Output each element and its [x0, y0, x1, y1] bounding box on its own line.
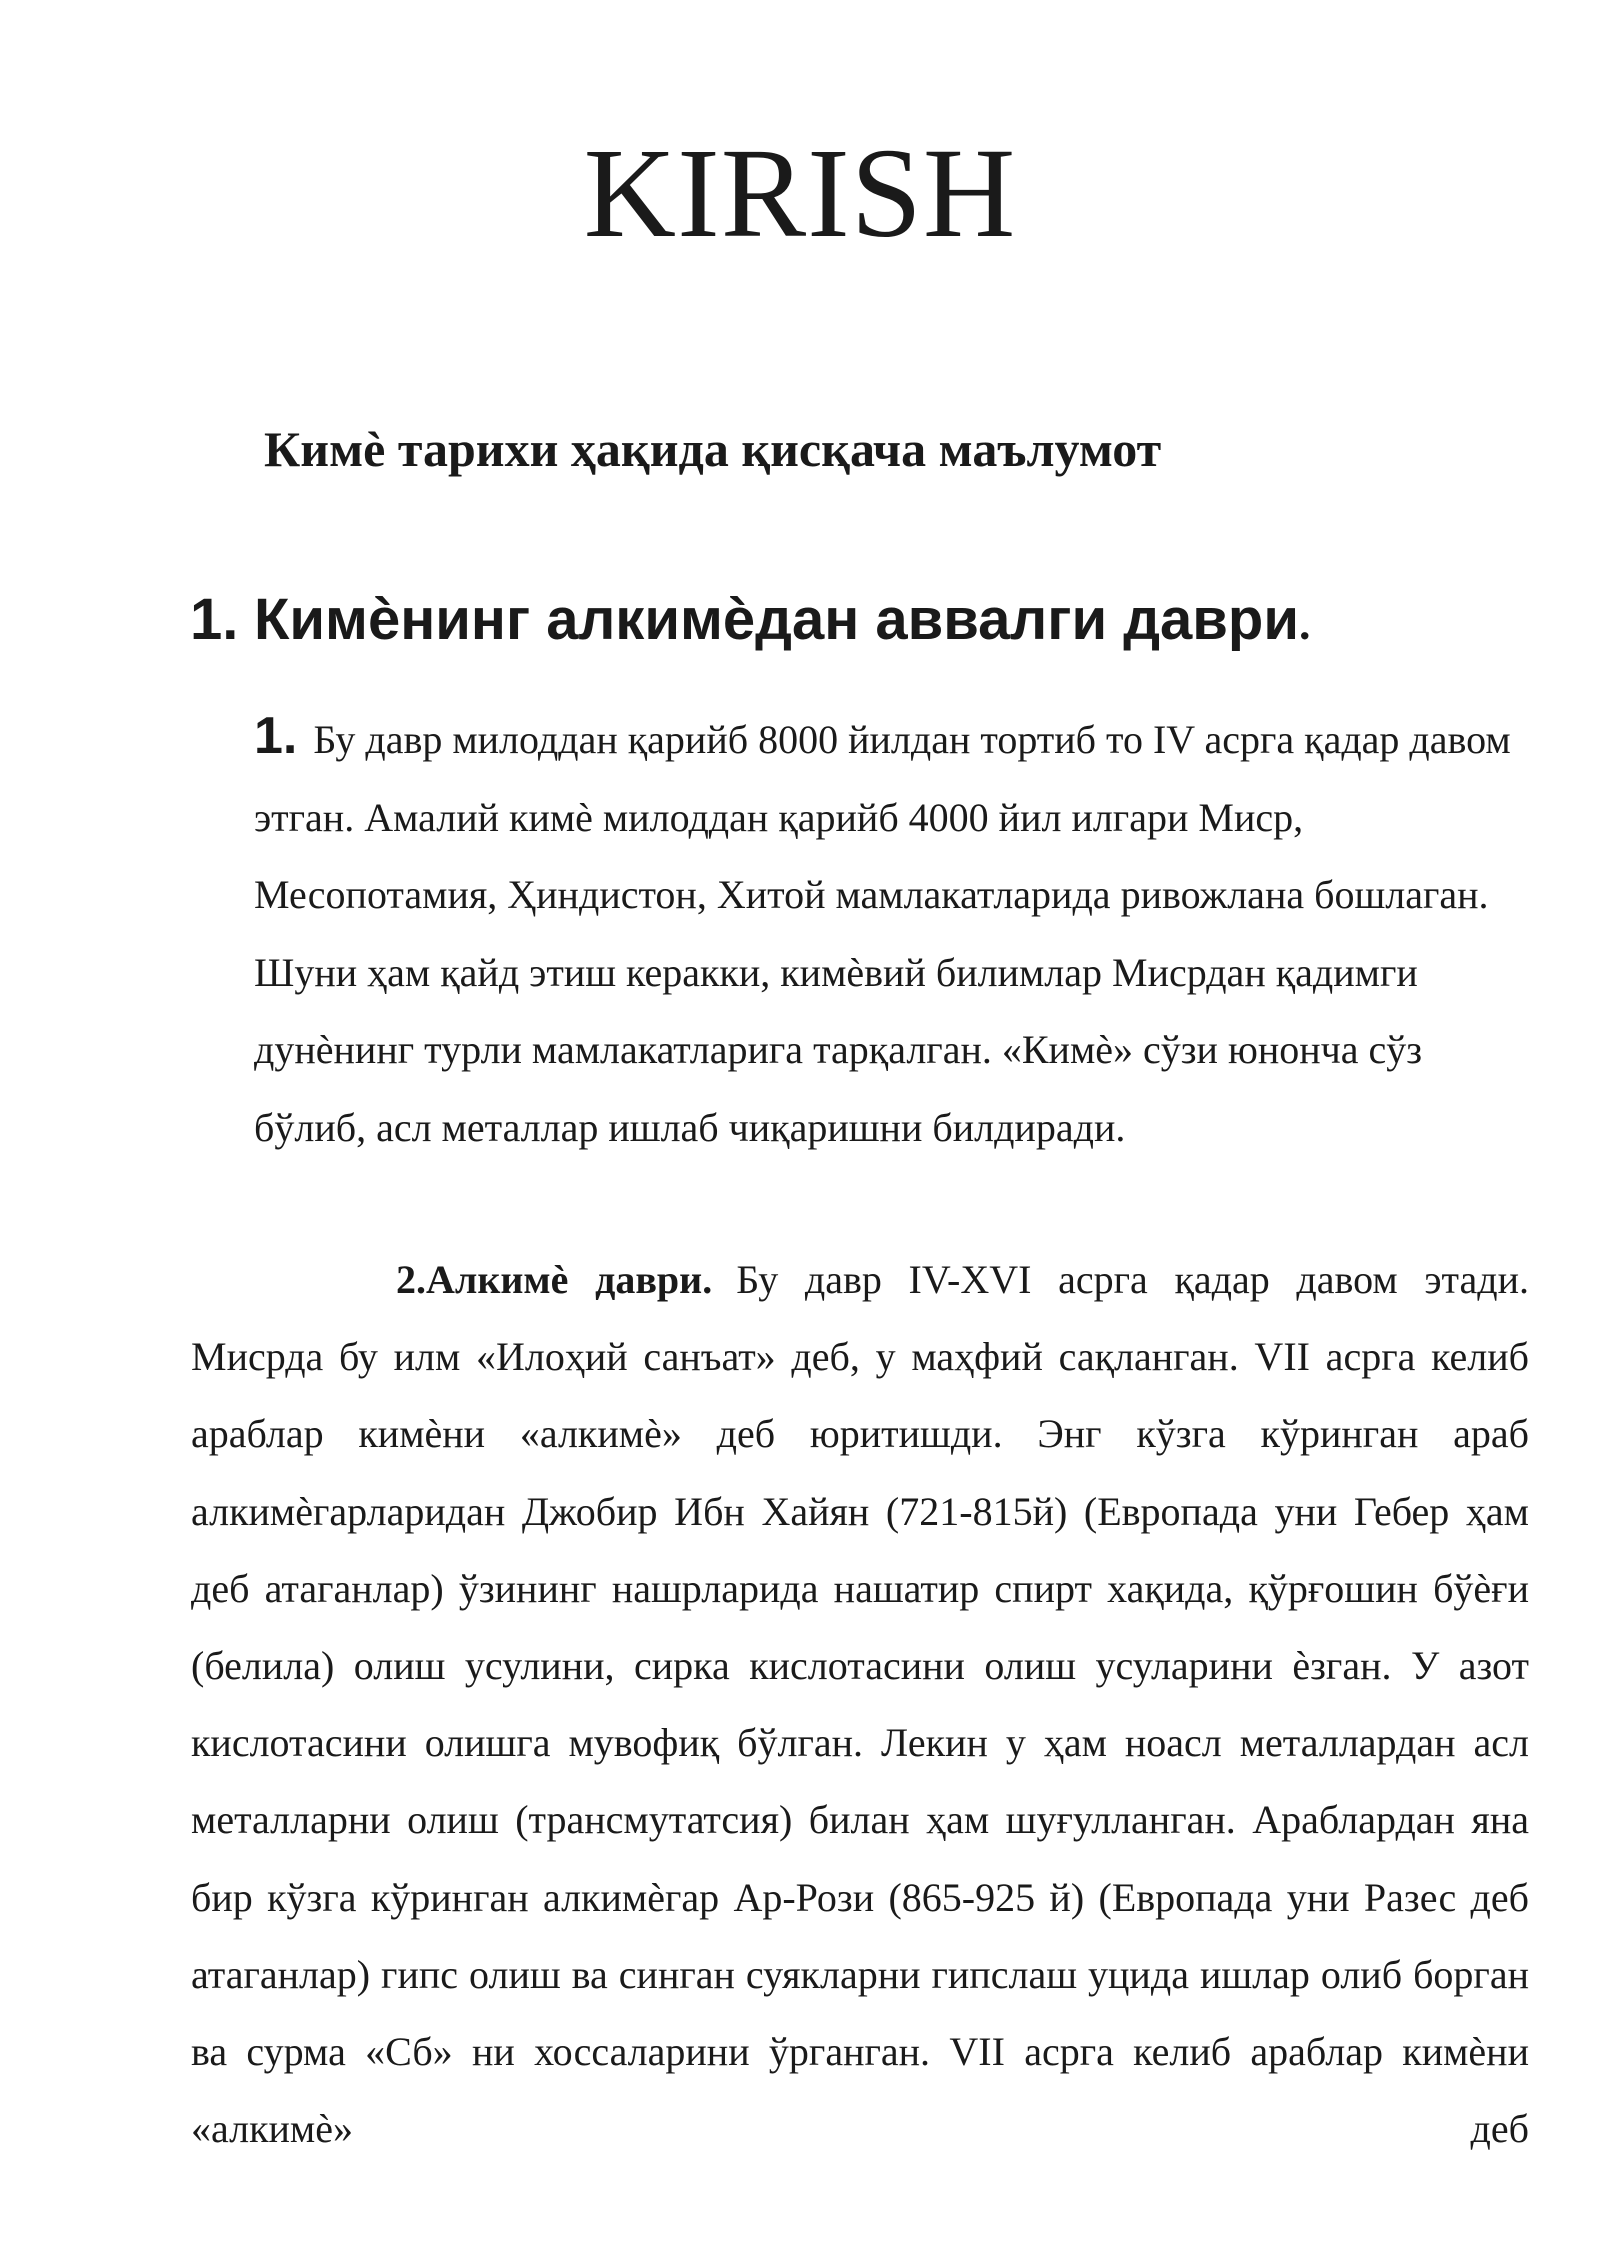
section-1-heading-text: Кимѐнинг алкимѐдан аввалги даври: [254, 587, 1300, 652]
paragraph-1: [254, 698, 1544, 1166]
section-subtitle: Кимѐ тарихи ҳақида қисқача маълумот: [264, 421, 1162, 477]
section-1-heading-period: .: [1299, 598, 1311, 649]
paragraph-2-heading: 2.Алкимѐ даври.: [396, 1257, 713, 1302]
section-1-number: 1.: [190, 587, 239, 652]
paragraph-1-text: Бу давр милоддан қарийб 8000 йилдан тортиб то IV асрга қадар давом этган. Амалий кимѐ милоддан қарийб 4000 йил илгари Миср, Месопотамия, Ҳиндистон, Хитой мамлакатларида ривожлана бошлаган. Шуни ҳам қайд этиш керакки, кимѐвий билимлар Мисрдан қадимги дунѐнинг турли мамлакатларига тарқалган. «Кимѐ» сўзи юнонча сўз бўлиб, асл металлар ишлаб чиқаришни билдиради.: [254, 717, 1511, 1150]
paragraph-2: [191, 1241, 1529, 2167]
paragraph-2-text: Бу давр IV-XVI асрга қадар давом этади. Мисрда бу илм «Илоҳий санъат» деб, у маҳфий сақланган. VII асрга келиб араблар кимѐни «алкимѐ» деб юритишди. Энг кўзга кўринган араб алкимѐгарларидан Джобир Ибн Хайян (721-815й) (Европада уни Гебер ҳам деб атаганлар) ўзининг нашрларида нашатир спирт хақида, қўрғошин бўѐғи (белила) олиш усулини, сирка кислотасини олиш усуларини ѐзган. У азот кислотасини олишга мувофиқ бўлган. Лекин у ҳам ноасл металлардан асл металларни олиш (трансмутатсия) билан ҳам шуғулланган. Араблардан яна бир кўзга кўринган алкимѐгар Ар-Рози (865-925 й) (Европада уни Разес деб атаганлар) гипс олиш ва синган суякларни гипслаш уцида ишлар олиб борган ва сурма «Сб» ни хоссаларини ўрганган. VII асрга келиб араблар кимѐни «алкимѐ» деб: [191, 1257, 1529, 2152]
paragraph-1-number: 1.: [254, 707, 298, 765]
page-title: KIRISH: [583, 122, 1017, 264]
section-1-heading: [190, 580, 1490, 664]
